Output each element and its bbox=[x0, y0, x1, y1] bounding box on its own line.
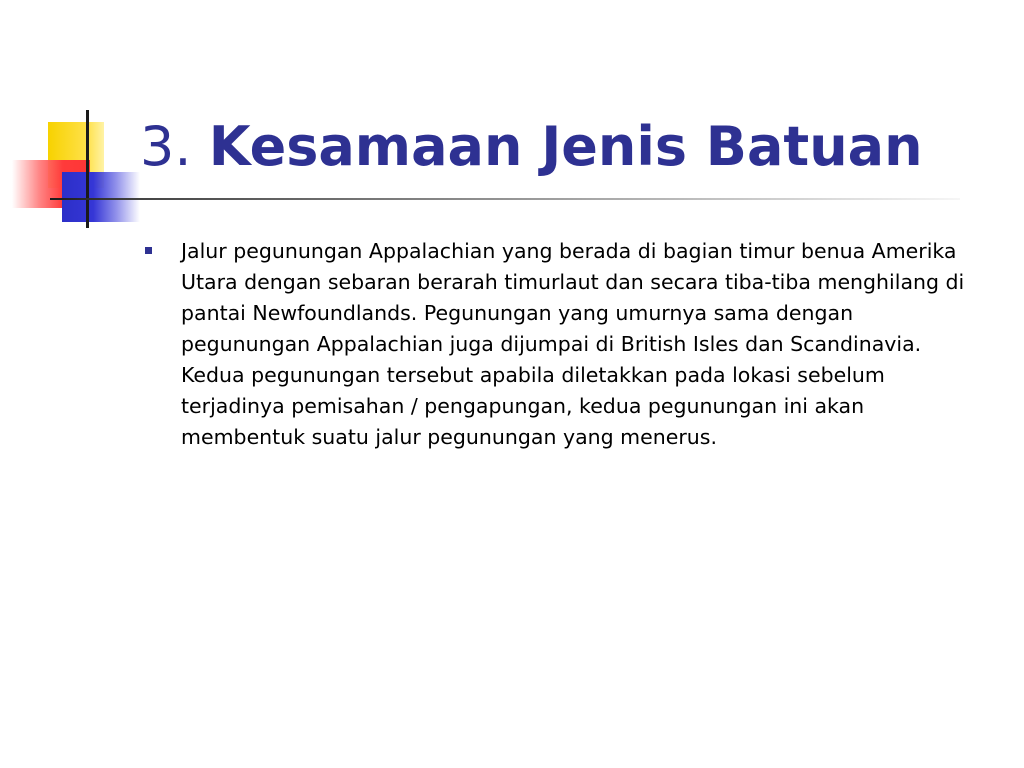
blue-block bbox=[62, 172, 140, 222]
bullet-item bbox=[142, 236, 982, 453]
title-number: 3. bbox=[140, 115, 192, 178]
bullet-text: Jalur pegunungan Appalachian yang berada di bagian timur benua Amerika Utara dengan sebaran berarah timurlaut dan secara tiba-tiba menghilang di pantai Newfoundlands. Pegunungan yang umurnya sama dengan pegunungan Appalachian juga dijumpai di British Isles dan Scandinavia. Kedua pegunungan tersebut apabila diletakkan pada lokasi sebelum terjadinya pemisahan / pengapungan, kedua pegunungan ini akan membentuk suatu jalur pegunungan yang menerus. bbox=[181, 239, 965, 449]
vertical-rule bbox=[86, 110, 89, 228]
slide-title bbox=[140, 112, 923, 182]
square-bullet-icon bbox=[145, 247, 152, 254]
title-text: Kesamaan Jenis Batuan bbox=[208, 115, 923, 178]
slide-body bbox=[142, 236, 982, 453]
title-underline bbox=[50, 198, 960, 200]
